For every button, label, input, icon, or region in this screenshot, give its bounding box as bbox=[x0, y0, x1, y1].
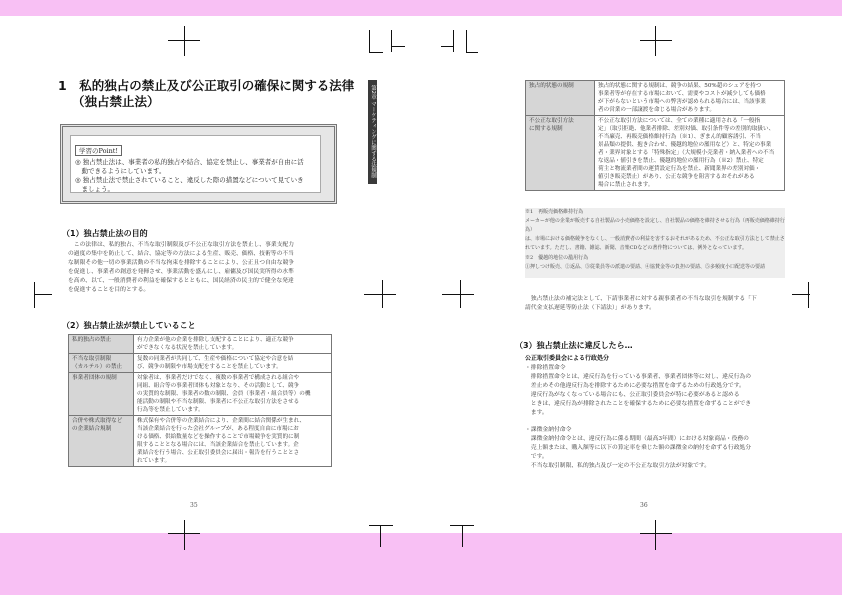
note-line: ※1 再販売価格維持行為 bbox=[525, 209, 584, 215]
row-value bbox=[595, 81, 785, 116]
text-line: 売上額または、購入額等に以下の算定率を乗じた額の課徴金の納付を命ずる行政処分 bbox=[525, 445, 752, 451]
cell-line: 景品類の提供、抱き合わせ、優越的地位の濫用など）と、特定の事業 bbox=[598, 142, 772, 148]
chapter-side-tab: 第2章 マーケティングに関する法規制 bbox=[368, 80, 377, 184]
row-value bbox=[134, 354, 332, 373]
bottom-margin-band bbox=[0, 533, 842, 595]
point-line: ◎ 独占禁止法で禁止されていること、違反した際の措置などについて見ていき bbox=[75, 176, 304, 184]
cell-line: が下がらないという市場への弊害が認められる場合には、当該事業 bbox=[598, 99, 766, 105]
text-line: ・課徴金納付命令 bbox=[525, 427, 572, 433]
cell-line: な返品・値引きを禁止、優越的地位の濫用行為（※2）禁止、特定 bbox=[598, 158, 764, 164]
crop-mark bbox=[391, 30, 392, 52]
cell-line: 独占的状態に関する規制は、競争の結果、50%超のシェアを持つ bbox=[598, 83, 762, 89]
crop-mark bbox=[380, 525, 381, 547]
cell-line: 同組、組合等の事業者団体も対象となり、その活動として、競争 bbox=[137, 383, 300, 389]
note-line: れています。ただし、書籍、雑誌、新聞、音楽CDなどの著作物については、例外となっています。 bbox=[525, 245, 747, 251]
row-key bbox=[69, 373, 134, 416]
cell-line: に関する規制 bbox=[529, 126, 563, 132]
cell-line: 定」（取引拒絶、他業者排除、差別対価、取引条件等の差別的取扱い、 bbox=[598, 126, 775, 132]
crop-mark bbox=[441, 46, 453, 47]
row-value bbox=[134, 335, 332, 354]
learning-point-box bbox=[60, 124, 337, 204]
section-heading-prohibitions: （2）独占禁止法が禁止していること bbox=[62, 321, 196, 330]
row-key bbox=[69, 354, 134, 373]
top-margin-band bbox=[0, 0, 842, 16]
text-line: 違反行為がなくなっている場合にも、公正取引委員会が特に必要があると認める bbox=[525, 392, 740, 398]
text-line: を高め、以て、一般消費者の利益を確保するとともに、国民経済の民主的で健全な発達 bbox=[68, 278, 294, 284]
cell-line: 限することとなる場合には、当該企業結合を禁止しています。企 bbox=[137, 442, 299, 448]
learning-point-inner bbox=[70, 135, 321, 193]
row-key bbox=[526, 116, 595, 191]
cell-line: 荷主と物流業者間の運賃設定行為を禁止、新聞業界の差別対価・ bbox=[598, 166, 761, 172]
cell-line: 業結合を行う場合、公正取引委員会に届出・報告を行うこととさ bbox=[137, 450, 300, 456]
cell-line: 株式保有や合併等の企業結合により、企業間に結合関係が生まれ、 bbox=[137, 418, 306, 424]
cell-line: 者・業界対象とする「特殊指定」（大規模小売業者・納入業者への不当 bbox=[598, 150, 775, 156]
cell-line: 場合に禁止されます。 bbox=[598, 182, 654, 188]
crop-mark bbox=[391, 46, 405, 47]
cell-line: 合併や株式取得など bbox=[72, 418, 123, 424]
point-line: ましょう。 bbox=[75, 185, 114, 193]
cell-line: 不公正な取引方法については、全ての業種に適用される「一般指 bbox=[598, 118, 761, 124]
chapter-title-line1: 1 私的独占の禁止及び公正取引の確保に関する法律 bbox=[58, 78, 355, 93]
cell-line: 不当廉売、再販売価格維持行為（※1）、ぎまん的顧客誘引、不当 bbox=[598, 134, 761, 140]
crop-mark bbox=[364, 294, 396, 295]
subcontract-paragraph bbox=[525, 295, 787, 313]
cell-line: れています。 bbox=[137, 458, 171, 464]
table-row bbox=[526, 116, 785, 191]
cell-line: 対象者は、事業者だけでなく、複数の事業者で構成される組合や bbox=[137, 375, 300, 381]
cell-line: 者の営業の一部譲渡を命じる場合があります。 bbox=[598, 107, 716, 113]
crop-mark bbox=[184, 520, 185, 550]
table-row bbox=[69, 354, 332, 373]
crop-mark bbox=[655, 520, 656, 550]
row-value bbox=[595, 116, 785, 191]
row-key bbox=[69, 416, 134, 467]
crop-mark bbox=[442, 294, 474, 295]
cell-line: 独占的状態の規制 bbox=[529, 83, 574, 89]
crop-mark bbox=[369, 30, 370, 52]
cell-line: び、競争の制限や市場支配をすることを禁止しています。 bbox=[137, 364, 282, 370]
prohibitions-table bbox=[68, 334, 332, 467]
cell-line: 事業者等が存在する市場において、需要やコストが減少しても価格 bbox=[598, 91, 766, 97]
cell-line: ける価格、供給数量などを操作することで市場競争を実質的に制 bbox=[137, 434, 300, 440]
table-row bbox=[69, 335, 332, 354]
chapter-title-line2: （独占禁止法） bbox=[72, 94, 160, 109]
note-line: は、市場における価格競争をなくし、一般消費者の利益を害するおそれがあるため、不公正な取引方法として禁止さ bbox=[525, 236, 785, 242]
crop-mark bbox=[369, 52, 383, 53]
violation-items bbox=[525, 364, 787, 471]
crop-mark bbox=[466, 30, 467, 52]
table-row bbox=[526, 81, 785, 116]
crop-mark bbox=[462, 525, 463, 547]
crop-mark bbox=[453, 30, 454, 52]
text-line: を促進し、事業者の創意を発揮させ、事業活動を盛んにし、雇傭及び国民実所得の水準 bbox=[68, 269, 294, 275]
page-number-left: 35 bbox=[190, 502, 198, 509]
text-line: 不当な取引制限、私的独占及び一定の不公正な取引方法が対象です。 bbox=[525, 463, 711, 469]
note-line: メーカーが他の企業が販売する自社製品の小売価格を設定し、自社製品の価格を維持させる行為（再販売価格維持行為） bbox=[525, 218, 785, 233]
crop-mark bbox=[460, 280, 461, 308]
note-line: ①押しつけ販売、②返品、③従業員等の派遣の要請、④協賛金等の負担の要請、⑤多頻度小口配送等の要請 bbox=[525, 264, 766, 270]
text-line: 排除措置命令とは、違反行為を行っている事業者、事業者団体等に対し、違反行為の bbox=[525, 374, 752, 380]
section-heading-purpose: （1）独占禁止法の目的 bbox=[62, 229, 148, 238]
learning-point-tag: 学習のPoint! bbox=[75, 145, 122, 156]
row-key bbox=[69, 335, 134, 354]
crop-mark bbox=[369, 525, 393, 526]
cell-line: （カルテル）の禁止 bbox=[72, 364, 123, 370]
text-line: ・排除措置命令 bbox=[525, 365, 566, 371]
crop-mark bbox=[184, 26, 185, 56]
text-line: を促進することを目的とする。 bbox=[68, 287, 150, 293]
crop-mark bbox=[34, 294, 52, 295]
table-row bbox=[69, 373, 332, 416]
point-line: ◎ 独占禁止法は、事業者の私的独占や結合、協定を禁止し、事業者が自由に活 bbox=[75, 158, 304, 166]
crop-mark bbox=[640, 533, 672, 534]
cell-line: 能活動の制限や不当な制限、事業者に不公正な取引方法をさせる bbox=[137, 399, 300, 405]
crop-mark bbox=[808, 282, 809, 308]
text-line: ます。 bbox=[525, 410, 548, 416]
text-line: 請代金支払遅延等防止法（下請法）」があります。 bbox=[525, 305, 655, 311]
text-line: な制限その他一切の事業活動の不当な拘束を排除することにより、公正且つ自由な競争 bbox=[68, 260, 295, 266]
note-resale-price bbox=[525, 208, 787, 253]
cell-line: 当該企業結合を行った会社グループが、ある程度自由に市場にお bbox=[137, 426, 299, 432]
note-line: ※2 優越的地位の濫用行為 bbox=[525, 255, 589, 261]
crop-mark bbox=[655, 26, 656, 56]
crop-mark bbox=[382, 280, 383, 308]
cell-line: の企業結合規制 bbox=[72, 426, 112, 432]
text-line: この法律は、私的独占、不当な取引制限及び不公正な取引方法を禁止し、事業支配力 bbox=[68, 242, 295, 248]
row-value bbox=[134, 373, 332, 416]
cell-line: 不当な取引制限 bbox=[72, 356, 112, 362]
section-heading-violation: （3）独占禁止法に違反したら… bbox=[515, 341, 633, 350]
table-row bbox=[69, 416, 332, 467]
cell-line: 値引き販売禁止）があり、公正な競争を阻害するおそれがある bbox=[598, 174, 755, 180]
crop-mark bbox=[466, 52, 478, 53]
note-superior-position bbox=[525, 254, 787, 272]
cell-line: 不公正な取引方法 bbox=[529, 118, 574, 124]
cell-line: 复数の同業者が共同して、生産や価格について協定や合意を結 bbox=[137, 356, 294, 362]
text-line: ときは、違反行為が排除されたことを確保するために必要な措置を命ずることができ bbox=[525, 401, 752, 407]
subheading-admin-action: 公正取引委員会による行政処分 bbox=[525, 355, 610, 362]
crop-mark bbox=[640, 40, 672, 41]
point-line: 動できるようにしています。 bbox=[75, 167, 166, 175]
text-line: 課徴金納付命令とは、違反行為に係る期間（最高3年間）における対象商品・役務の bbox=[525, 436, 749, 442]
spacer bbox=[525, 418, 787, 426]
purpose-paragraph bbox=[68, 241, 348, 295]
cell-line: の実質的な制限、事業者の数の制限、会員（事業者・組合員等）の機 bbox=[137, 391, 311, 397]
crop-mark bbox=[34, 282, 35, 308]
cell-line: 事業者団体の規制 bbox=[72, 375, 117, 381]
row-value bbox=[134, 416, 332, 467]
row-key bbox=[526, 81, 595, 116]
cell-line: ができなくなる状況を禁止しています。 bbox=[137, 345, 238, 351]
regulations-table bbox=[525, 80, 785, 191]
text-line: の過度の集中を防止して、結合、協定等の方法による生産、販売、価格、技術等の不当 bbox=[68, 251, 294, 257]
text-line: です。 bbox=[525, 454, 548, 460]
text-line: 差止めその他違反行為を排除するために必要な措置を命ずるための行政処分です。 bbox=[525, 383, 745, 389]
page-number-right: 36 bbox=[640, 502, 648, 509]
text-line: 独占禁止法の補完法として、下請事業者に対する親事業者の不当な取引を規制する「下 bbox=[525, 296, 757, 302]
cell-line: 行為等を禁止しています。 bbox=[137, 407, 204, 413]
cell-line: 有力企業が他の企業を排除し支配することにより、適正な競争 bbox=[137, 337, 294, 343]
cell-line: 私的独占の禁止 bbox=[72, 337, 112, 343]
